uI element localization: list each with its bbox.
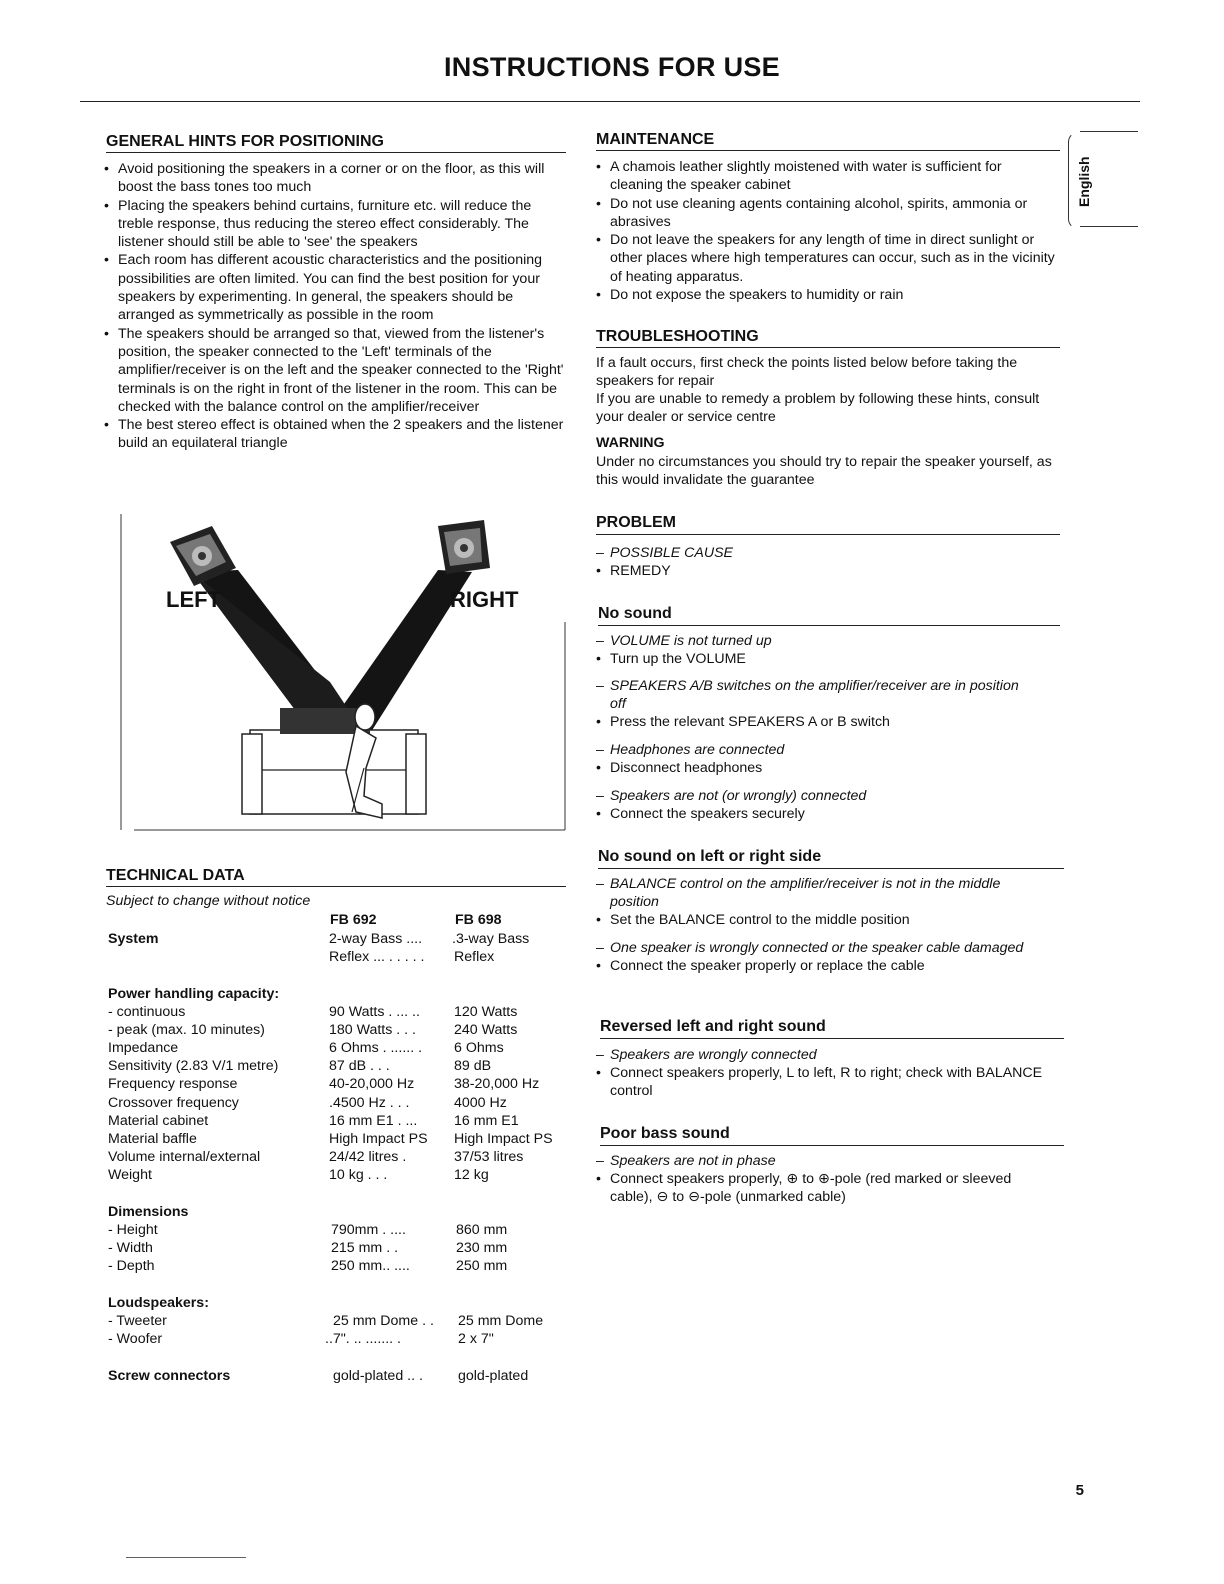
spec-value: .3-way Bass xyxy=(452,931,530,947)
spec-value: 37/53 litres xyxy=(454,1149,524,1165)
spec-label: Weight xyxy=(108,1167,152,1183)
title-divider xyxy=(80,101,1140,102)
stereo-triangle-diagram xyxy=(120,512,566,832)
spec-label: System xyxy=(108,931,159,947)
cause-text: – Speakers are not in phase xyxy=(596,1152,1036,1170)
heading-rule xyxy=(596,150,1060,151)
spec-value: .4500 Hz . . . xyxy=(329,1095,410,1111)
heading-rule xyxy=(598,625,1060,626)
model-header: FB 698 xyxy=(455,912,502,928)
spec-value: 25 mm Dome . . xyxy=(333,1313,434,1329)
spec-value: 860 mm xyxy=(456,1222,508,1238)
problem-item xyxy=(596,1046,1056,1101)
spec-label: - continuous xyxy=(108,1004,186,1020)
spec-value: 24/42 litres . xyxy=(329,1149,407,1165)
list-item: • Do not expose the speakers to humidity or rain xyxy=(596,286,1058,304)
warning-text: Under no circumstances you should try to repair the speaker yourself, as this would invalidate the guarantee xyxy=(596,454,1052,489)
maintenance-list xyxy=(596,158,1058,304)
spec-value: Reflex ... . . . . . xyxy=(329,949,425,965)
cause-legend: – POSSIBLE CAUSE xyxy=(596,544,1056,562)
remedy-text: • Set the BALANCE control to the middle position xyxy=(596,911,1036,929)
problem-item xyxy=(596,677,1036,732)
heading-rule xyxy=(596,347,1060,348)
spec-value: 790mm . .... xyxy=(331,1222,406,1238)
problem-legend xyxy=(596,544,1056,580)
spec-value: 2-way Bass .... xyxy=(329,931,423,947)
cause-text: – Speakers are wrongly connected xyxy=(596,1046,1056,1064)
spec-value: gold-plated .. . xyxy=(333,1368,423,1384)
spec-value: 250 mm.. .... xyxy=(331,1258,410,1274)
spec-value: 12 kg xyxy=(454,1167,489,1183)
listener-sofa-icon xyxy=(242,704,426,818)
spec-label: - Tweeter xyxy=(108,1313,167,1329)
spec-value: High Impact PS xyxy=(329,1131,428,1147)
remedy-text: • Connect the speaker properly or replace the cable xyxy=(596,957,1036,975)
technical-note: Subject to change without notice xyxy=(106,893,311,909)
remedy-text: • Connect the speakers securely xyxy=(596,805,1036,823)
list-item: • A chamois leather slightly moistened with water is sufficient for cleaning the speaker cabinet xyxy=(596,158,1058,195)
remedy-text: • Turn up the VOLUME xyxy=(596,650,1036,668)
spec-value: 6 Ohms xyxy=(454,1040,504,1056)
spec-label: Impedance xyxy=(108,1040,179,1056)
troubleshooting-heading: TROUBLESHOOTING xyxy=(596,328,759,345)
spec-value: 6 Ohms . ...... . xyxy=(329,1040,423,1056)
spec-value: 38-20,000 Hz xyxy=(454,1076,540,1092)
warning-heading: WARNING xyxy=(596,435,665,451)
technical-table xyxy=(108,930,578,1390)
spec-value: High Impact PS xyxy=(454,1131,553,1147)
spec-value: 2 x 7" xyxy=(458,1331,494,1347)
spec-value: 89 dB xyxy=(454,1058,492,1074)
remedy-text: • Connect speakers properly, L to left, R to right; check with BALANCE control xyxy=(596,1064,1056,1100)
list-item: • Each room has different acoustic characteristics and the positioning possibilities are often limited. You can find the best position for your speakers by experimenting. In general, the speakers should be arranged as symmetrically as possible in the room xyxy=(104,251,570,324)
spec-label: Frequency response xyxy=(108,1076,238,1092)
list-item: • Placing the speakers behind curtains, furniture etc. will reduce the treble response, thus reducing the stereo effect considerably. The listener should still be able to 'see' the speakers xyxy=(104,197,570,252)
spec-label: Material baffle xyxy=(108,1131,197,1147)
spec-value: ..7". .. ....... . xyxy=(325,1331,401,1347)
spec-value: 40-20,000 Hz xyxy=(329,1076,415,1092)
cause-text: – BALANCE control on the amplifier/receiver is not in the middle position xyxy=(596,875,1036,911)
problem-item xyxy=(596,632,1036,668)
cause-text: – SPEAKERS A/B switches on the amplifier/receiver are in position off xyxy=(596,677,1036,713)
left-label: LEFT xyxy=(166,587,221,612)
list-item: • Avoid positioning the speakers in a corner or on the floor, as this will boost the bass tones too much xyxy=(104,160,570,197)
spec-label: Material cabinet xyxy=(108,1113,209,1129)
spec-label: - peak (max. 10 minutes) xyxy=(108,1022,265,1038)
language-tab-border xyxy=(1080,131,1138,132)
spec-value: 16 mm E1 . ... xyxy=(329,1113,418,1129)
problem-item xyxy=(596,741,1036,777)
spec-label: Loudspeakers: xyxy=(108,1295,209,1311)
positioning-heading: GENERAL HINTS FOR POSITIONING xyxy=(106,133,384,150)
spec-value: 250 mm xyxy=(456,1258,508,1274)
spec-label: Power handling capacity: xyxy=(108,986,280,1002)
maintenance-heading: MAINTENANCE xyxy=(596,131,715,148)
page-title: INSTRUCTIONS FOR USE xyxy=(443,52,780,82)
language-tab-border xyxy=(1080,226,1138,227)
spec-label: - Woofer xyxy=(108,1331,163,1347)
list-item: • The best stereo effect is obtained when the 2 speakers and the listener build an equilateral triangle xyxy=(104,416,570,453)
problem-item xyxy=(596,1152,1036,1207)
poor-bass-heading: Poor bass sound xyxy=(600,1125,730,1142)
no-sound-side-heading: No sound on left or right side xyxy=(598,848,822,865)
cause-text: – Headphones are connected xyxy=(596,741,1036,759)
spec-value: 87 dB . . . xyxy=(329,1058,390,1074)
remedy-text: • Disconnect headphones xyxy=(596,759,1036,777)
spec-label: - Width xyxy=(108,1240,153,1256)
problem-item xyxy=(596,939,1036,975)
heading-rule xyxy=(600,1038,1064,1039)
reversed-heading: Reversed left and right sound xyxy=(600,1018,826,1035)
spec-label: Sensitivity (2.83 V/1 metre) xyxy=(108,1058,279,1074)
heading-rule xyxy=(600,1145,1064,1146)
heading-rule xyxy=(598,868,1064,869)
heading-rule xyxy=(106,152,566,153)
troubleshooting-intro: If a fault occurs, first check the points listed below before taking the speakers for repair xyxy=(596,355,1018,390)
spec-label: - Depth xyxy=(108,1258,155,1274)
spec-value: 180 Watts . . . xyxy=(329,1022,416,1038)
technical-heading: TECHNICAL DATA xyxy=(106,867,245,884)
spec-label: Volume internal/external xyxy=(108,1149,261,1165)
spec-value: 240 Watts xyxy=(454,1022,518,1038)
problem-item xyxy=(596,875,1036,930)
list-item: • Do not leave the speakers for any length of time in direct sunlight or other places where high temperatures can occur, such as in the vicinity of heating apparatus. xyxy=(596,231,1058,286)
language-tab-label: English xyxy=(1076,156,1092,207)
list-item: • Do not use cleaning agents containing alcohol, spirits, ammonia or abrasives xyxy=(596,195,1058,232)
positioning-illustration xyxy=(120,512,566,832)
model-header: FB 692 xyxy=(330,912,377,928)
spec-value: 230 mm xyxy=(456,1240,508,1256)
right-speaker-icon xyxy=(438,520,490,574)
spec-value: 215 mm . . xyxy=(331,1240,399,1256)
bottom-mark xyxy=(126,1557,246,1558)
remedy-legend: • REMEDY xyxy=(596,562,1056,580)
spec-value: Reflex xyxy=(454,949,495,965)
problem-item xyxy=(596,787,1036,823)
remedy-text: • Press the relevant SPEAKERS A or B switch xyxy=(596,713,1036,731)
right-label: RIGHT xyxy=(450,587,519,612)
cause-text: – Speakers are not (or wrongly) connected xyxy=(596,787,1036,805)
spec-value: gold-plated xyxy=(458,1368,529,1384)
spec-value: 4000 Hz xyxy=(454,1095,507,1111)
heading-rule xyxy=(106,886,566,887)
positioning-list xyxy=(104,160,570,453)
heading-rule xyxy=(596,534,1060,535)
spec-label: - Height xyxy=(108,1222,158,1238)
list-item: • The speakers should be arranged so that, viewed from the listener's position, the speaker connected to the 'Left' terminals of the amplifier/receiver is on the left and the speaker connected to the 'Right' terminals is on the right in front of the listener in the room. This can be checked with the balance control on the amplifier/receiver xyxy=(104,325,570,416)
cause-text: – VOLUME is not turned up xyxy=(596,632,1036,650)
problem-heading: PROBLEM xyxy=(596,514,676,531)
page-number: 5 xyxy=(1075,1482,1084,1499)
spec-value: 90 Watts . ... .. xyxy=(329,1004,420,1020)
spec-value: 25 mm Dome xyxy=(458,1313,544,1329)
spec-value: 120 Watts xyxy=(454,1004,518,1020)
spec-value: 16 mm E1 xyxy=(454,1113,519,1129)
spec-value: 10 kg . . . xyxy=(329,1167,388,1183)
spec-label: Dimensions xyxy=(108,1204,189,1220)
cause-text: – One speaker is wrongly connected or the speaker cable damaged xyxy=(596,939,1036,957)
spec-label: Screw connectors xyxy=(108,1368,231,1384)
no-sound-heading: No sound xyxy=(598,605,672,622)
troubleshooting-intro: If you are unable to remedy a problem by following these hints, consult your dealer or service centre xyxy=(596,391,1040,426)
remedy-text: • Connect speakers properly, ⊕ to ⊕-pole (red marked or sleeved cable), ⊖ to ⊖-pole (unmarked cable) xyxy=(596,1170,1036,1206)
spec-label: Crossover frequency xyxy=(108,1095,239,1111)
